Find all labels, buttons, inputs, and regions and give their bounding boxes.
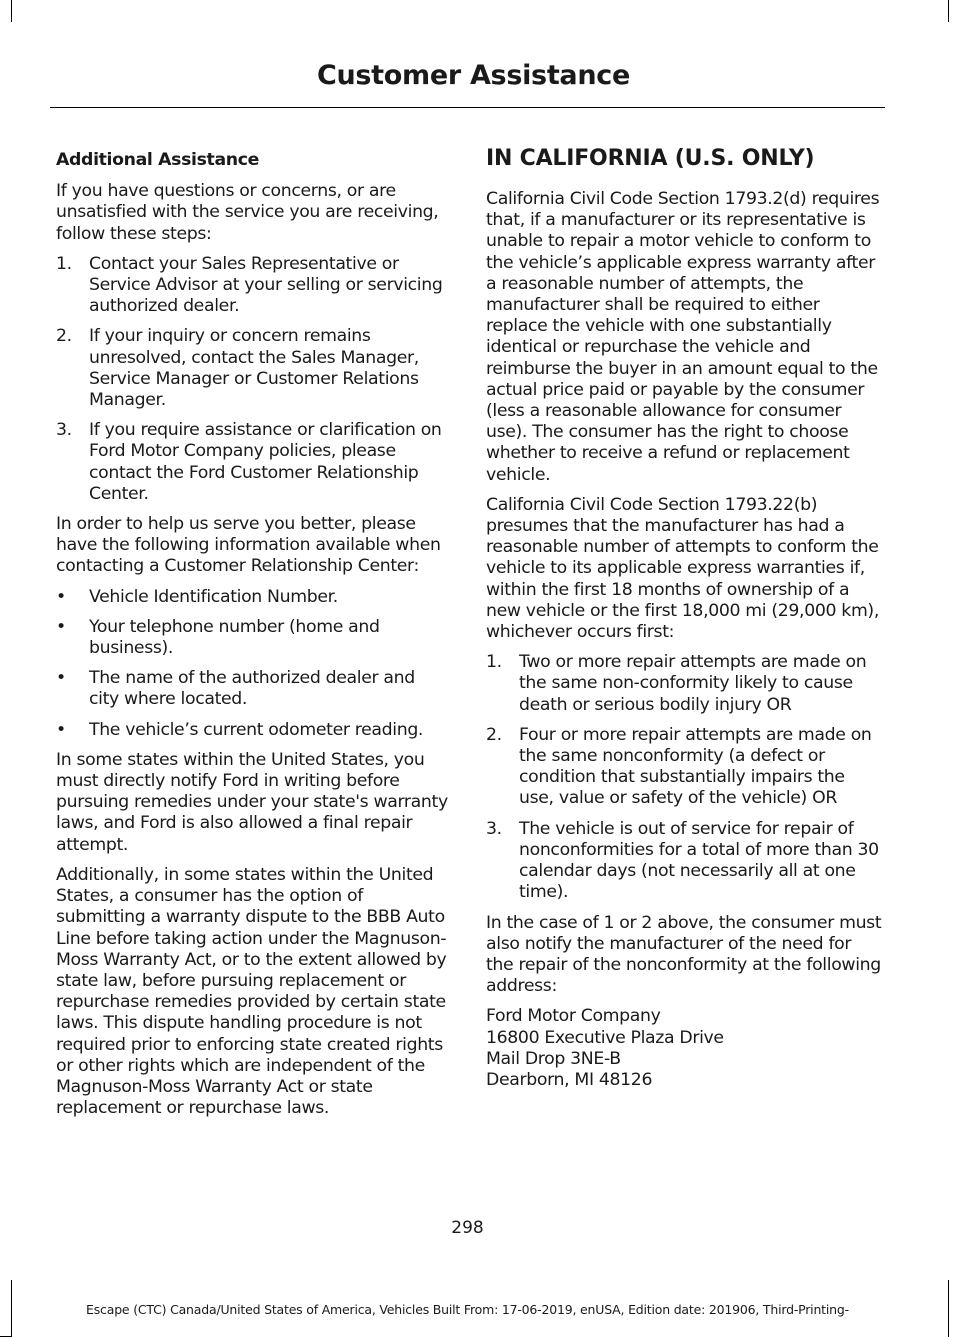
list-item bbox=[486, 819, 882, 904]
page-header-title: Customer Assistance bbox=[316, 60, 630, 91]
mailing-address bbox=[486, 1006, 882, 1091]
bullet-mark: • bbox=[56, 719, 66, 740]
list-number: 3. bbox=[486, 818, 502, 839]
list-text: Four or more repair attempts are made on the same nonconformity (a defect or condition that substantially impairs the use, value or safety of the vehicle) OR bbox=[519, 724, 872, 809]
page-footer: Escape (CTC) Canada/United States of America, Vehicles Built From: 17-06-2019, enUSA, Edition date: 201906, Third-Printing- bbox=[86, 1302, 849, 1317]
section-heading-california: IN CALIFORNIA (U.S. ONLY) bbox=[486, 146, 815, 171]
notify-paragraph: In the case of 1 or 2 above, the consumer must also notify the manufacturer of the need for the repair of the nonconformity at the following address: bbox=[486, 912, 882, 997]
list-item bbox=[56, 326, 448, 411]
list-item bbox=[486, 652, 882, 716]
list-number: 2. bbox=[56, 326, 72, 347]
address-line: 16800 Executive Plaza Drive bbox=[486, 1027, 724, 1048]
list-item bbox=[56, 587, 448, 608]
conditions-list bbox=[486, 652, 882, 903]
address-line: Dearborn, MI 48126 bbox=[486, 1069, 653, 1090]
list-item bbox=[56, 720, 448, 741]
crop-mark-bottom-right-v bbox=[948, 1280, 949, 1337]
list-number: 2. bbox=[486, 724, 502, 745]
crop-mark-top-left-v bbox=[11, 0, 12, 22]
bullet-mark: • bbox=[56, 668, 66, 689]
page-number: 298 bbox=[451, 1218, 484, 1238]
list-text: The vehicle’s current odometer reading. bbox=[89, 719, 424, 740]
list-item bbox=[56, 254, 448, 318]
list-text: The vehicle is out of service for repair of nonconformities for a total of more than 30 calendar days (not necessarily all at one time). bbox=[519, 818, 879, 903]
list-text: Contact your Sales Representative or Service Advisor at your selling or servicing authorized dealer. bbox=[89, 253, 443, 317]
list-text: Two or more repair attempts are made on the same non-conformity likely to cause death or serious bodily injury OR bbox=[519, 652, 867, 715]
list-item bbox=[486, 725, 882, 810]
list-text: The name of the authorized dealer and city where located. bbox=[89, 668, 415, 710]
list-number: 1. bbox=[486, 652, 502, 673]
list-item bbox=[56, 617, 448, 659]
states-paragraph: In some states within the United States, you must directly notify Ford in writing before pursuing remedies under your state's warranty laws, and Ford is also allowed a final repair attempt. bbox=[56, 749, 448, 855]
address-line: Ford Motor Company bbox=[486, 1006, 661, 1027]
address-line: Mail Drop 3NE-B bbox=[486, 1048, 621, 1069]
right-column bbox=[486, 146, 882, 1091]
list-item bbox=[56, 420, 448, 505]
list-text: Your telephone number (home and business). bbox=[89, 616, 380, 659]
left-column bbox=[56, 146, 448, 1128]
list-item bbox=[56, 668, 448, 710]
info-paragraph: In order to help us serve you better, please have the following information available when contacting a Customer Relationship Center: bbox=[56, 514, 441, 577]
crop-mark-top-right-v bbox=[948, 0, 949, 22]
section-heading-additional-assistance: Additional Assistance bbox=[56, 150, 259, 170]
list-number: 3. bbox=[56, 420, 72, 441]
assistance-steps-list bbox=[56, 254, 448, 505]
intro-paragraph: If you have questions or concerns, or are unsatisfied with the service you are receiving, follow these steps: bbox=[56, 181, 439, 244]
bullet-mark: • bbox=[56, 616, 66, 637]
list-number: 1. bbox=[56, 253, 72, 274]
bullet-mark: • bbox=[56, 586, 66, 607]
info-bullet-list bbox=[56, 587, 448, 741]
list-text: If your inquiry or concern remains unresolved, contact the Sales Manager, Service Manager or Customer Relations Manager. bbox=[89, 326, 419, 411]
list-text: Vehicle Identification Number. bbox=[89, 586, 338, 607]
header-divider bbox=[50, 107, 885, 108]
list-text: If you require assistance or clarification on Ford Motor Company policies, please contact the Ford Customer Relationship Center. bbox=[89, 420, 442, 504]
bbb-paragraph: Additionally, in some states within the United States, a consumer has the option of submitting a warranty dispute to the BBB Auto Line before taking action under the Magnuson-Moss Warranty Act, or to the extent allowed by state law, before pursuing replacement or repurchase remedies provided by certain state laws. This dispute handling procedure is not required prior to enforcing state created rights or other rights which are independent of the Magnuson-Moss Warranty Act or state replacement or repurchase laws. bbox=[56, 864, 447, 1119]
civil-code-1793-22-paragraph: California Civil Code Section 1793.22(b) presumes that the manufacturer has had a reasonable number of attempts to conform the vehicle to its applicable express warranties if, within the first 18 months of ownership of a new vehicle or the first 18,000 mi (29,000 km), whichever occurs first: bbox=[486, 494, 879, 643]
civil-code-1793-2-paragraph: California Civil Code Section 1793.2(d) requires that, if a manufacturer or its representative is unable to repair a motor vehicle to conform to the vehicle’s applicable express warranty after a reasonable number of attempts, the manufacturer shall be required to either replace the vehicle with one substantially identical or repurchase the vehicle and reimburse the buyer in an amount equal to the actual price paid or payable by the consumer (less a reasonable allowance for consumer use). The consumer has the right to choose whether to receive a refund or replacement vehicle. bbox=[486, 189, 880, 485]
